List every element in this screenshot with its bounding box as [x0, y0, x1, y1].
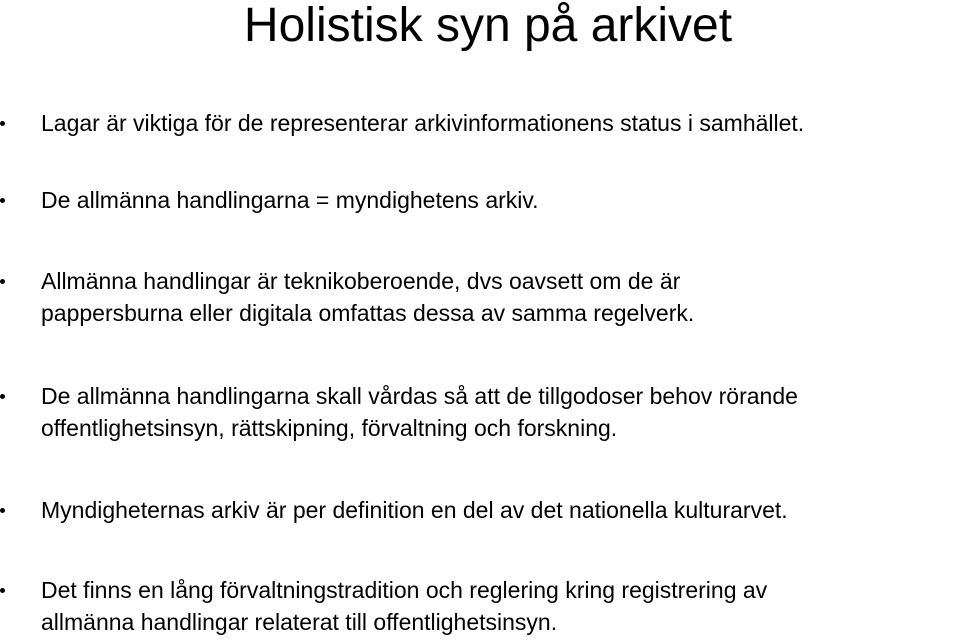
bullet-line: Det finns en lång förvaltningstradition och reglering kring registrering av [41, 577, 768, 603]
bullet-line: Myndigheternas arkiv är per definition en del av det nationella kulturarvet. [41, 497, 788, 523]
bullet-line: offentlighetsinsyn, rättskipning, förvaltning och forskning. [41, 415, 618, 441]
bullet-line: allmänna handlingar relaterat till offentlighetsinsyn. [41, 609, 558, 635]
bullet-line: pappersburna eller digitala omfattas dessa av samma regelverk. [41, 300, 695, 326]
bullet-text [41, 107, 804, 139]
bullet-icon [0, 121, 5, 126]
bullet-line: Allmänna handlingar är teknikoberoende, dvs oavsett om de är [41, 268, 681, 294]
bullet-line: De allmänna handlingarna = myndighetens arkiv. [41, 187, 539, 213]
bullet-line: Lagar är viktiga för de representerar arkivinformationens status i samhället. [41, 110, 805, 136]
bullet-text [41, 380, 798, 444]
bullet-icon [0, 508, 5, 513]
bullet-icon [0, 394, 5, 399]
bullet-icon [0, 588, 5, 593]
bullet-icon [0, 198, 5, 203]
bullet-text [41, 494, 788, 526]
bullet-text [41, 184, 539, 216]
bullet-icon [0, 279, 5, 284]
bullet-text [41, 574, 767, 638]
bullet-text [41, 265, 694, 329]
slide-title: Holistisk syn på arkivet [243, 0, 733, 52]
bullet-line: De allmänna handlingarna skall vårdas så att de tillgodoser behov rörande [41, 383, 798, 409]
